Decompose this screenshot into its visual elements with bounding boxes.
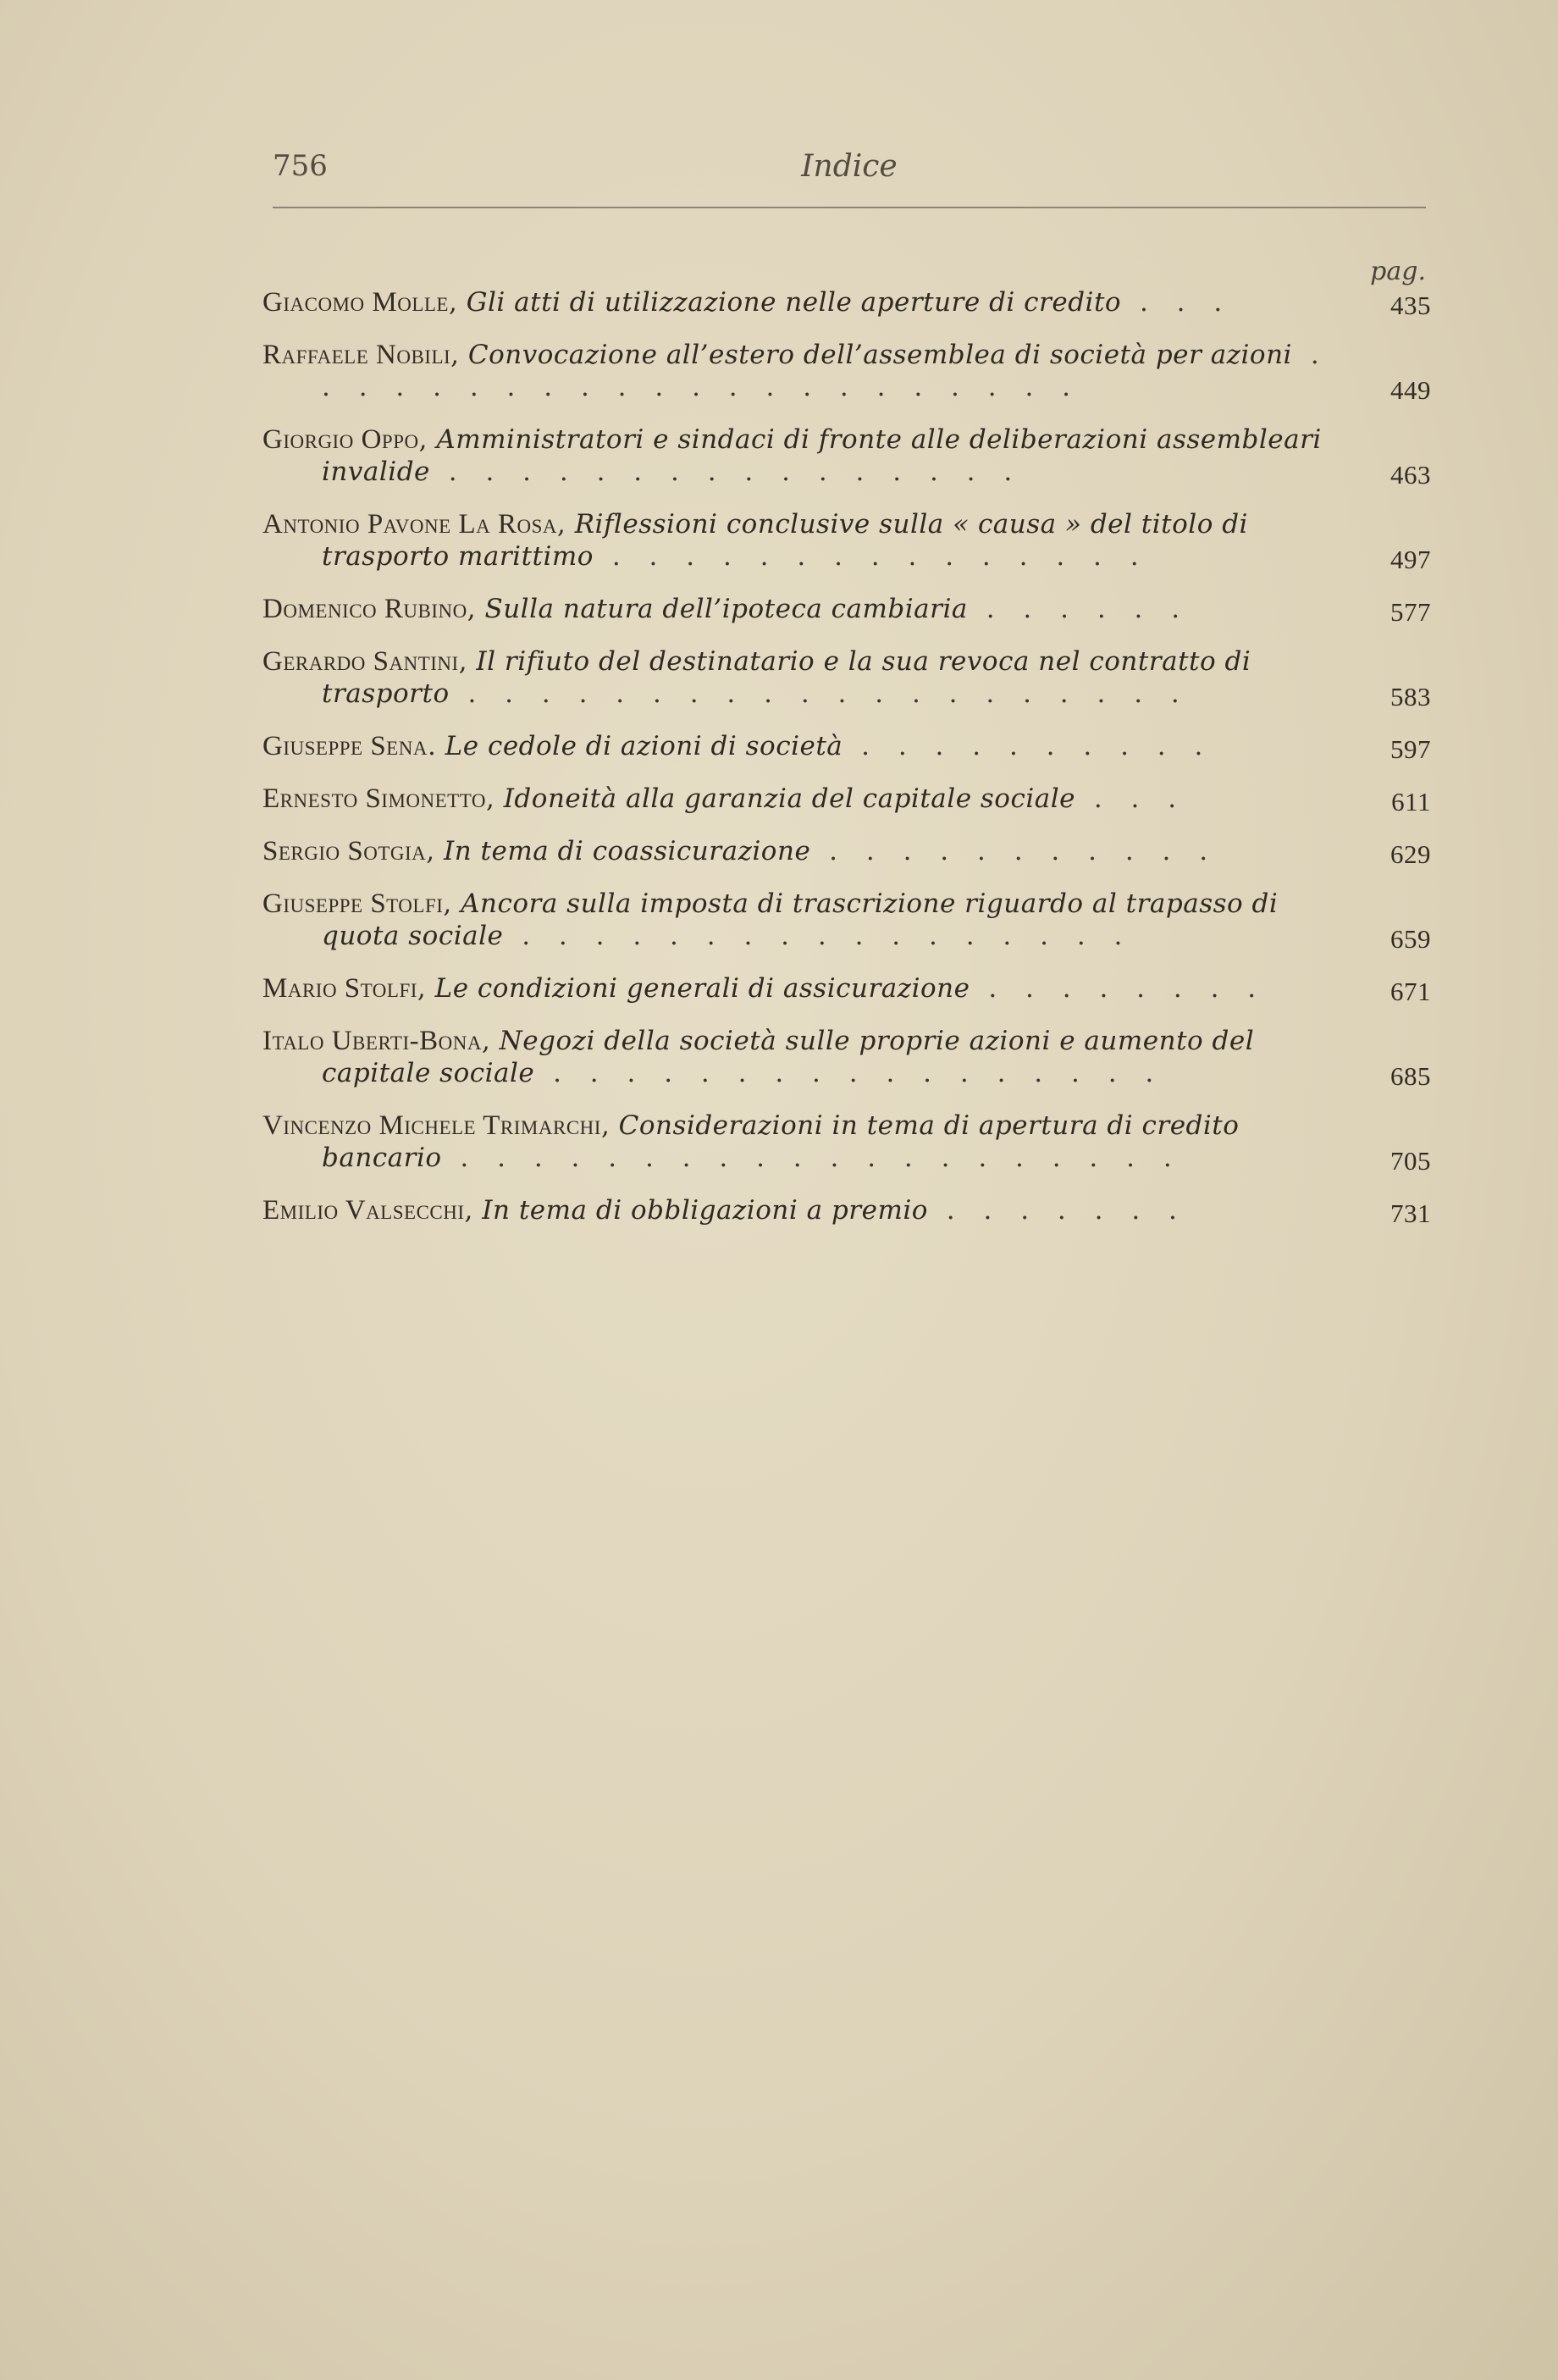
pag-column-label: pag. [1370, 257, 1426, 286]
entry-separator: . [427, 731, 445, 761]
entry-page-number: 435 [1390, 291, 1431, 320]
entry-separator: , [443, 888, 461, 919]
leader-dots: . . . . . . . . . . [843, 731, 1213, 761]
toc-entry [262, 1194, 1431, 1226]
toc-entry [262, 783, 1431, 815]
entry-separator: , [485, 783, 504, 814]
entry-separator: , [426, 836, 444, 866]
toc-entry [262, 1025, 1431, 1089]
entry-separator: , [448, 287, 467, 318]
entry-page-number: 583 [1390, 682, 1431, 711]
entry-page-number: 671 [1390, 977, 1431, 1006]
running-head [273, 149, 1426, 190]
entry-title: Riflessioni conclusive sulla « causa » del titolo di trasporto marittimo [322, 509, 1248, 572]
entry-page-number: 659 [1390, 924, 1431, 954]
toc-entry [262, 972, 1431, 1005]
entry-author: Domenico Rubino [262, 594, 467, 624]
leader-dots: . . . [1121, 287, 1233, 318]
entry-page-number: 629 [1390, 839, 1431, 869]
entry-separator: , [464, 1195, 483, 1226]
toc-entry [262, 286, 1431, 318]
toc-entry [262, 730, 1431, 762]
entry-page-number: 705 [1390, 1146, 1431, 1176]
toc-entry [262, 423, 1431, 488]
entry-page-number: 577 [1390, 597, 1431, 627]
toc-entry [262, 508, 1431, 573]
entry-title: Ancora sulla imposta di trascrizione riguardo al trapasso di quota sociale [322, 888, 1279, 951]
entry-separator: , [467, 594, 485, 624]
toc-entry [262, 888, 1431, 952]
running-head-title: Indice [801, 149, 898, 184]
entry-author: Antonio Pavone La Rosa [262, 509, 557, 540]
entry-title: Le condizioni generali di assicurazione [434, 973, 970, 1004]
entry-title: Amministratori e sindaci di fronte alle deliberazioni assembleari invalide [322, 424, 1322, 487]
leader-dots: . . . . . . . . . . . . . . . . . [534, 1058, 1164, 1088]
leader-dots: . . . . . . . . . . . [810, 836, 1218, 866]
leader-dots: . . . . . . . . . . . . . . . [593, 541, 1149, 572]
entry-author: Sergio Sotgia [262, 836, 427, 866]
leader-dots: . . . . . . . . . . . . . . . . . . . . [441, 1143, 1182, 1173]
entry-title: Gli atti di utilizzazione nelle aperture di credito [466, 287, 1122, 318]
entry-title: Convocazione all’estero dell’assemblea di società per azioni [467, 340, 1292, 370]
entry-author: Raffaele Nobili [262, 340, 451, 370]
entry-title: Considerazioni in tema di apertura di credito bancario [322, 1110, 1240, 1173]
entry-author: Italo Uberti-Bona [262, 1026, 482, 1056]
entry-author: Ernesto Simonetto [262, 783, 486, 814]
entry-page-number: 449 [1390, 375, 1431, 405]
entry-separator: , [556, 509, 575, 540]
entry-title: In tema di coassicurazione [443, 836, 811, 866]
entry-page-number: 611 [1391, 787, 1431, 816]
leader-dots: . . . . . . . . . . . . . . . . . . . . [449, 678, 1190, 709]
entry-author: Giorgio Oppo [262, 424, 419, 455]
table-of-contents [262, 257, 1431, 1247]
entry-page-number: 685 [1390, 1061, 1431, 1091]
entry-title: Le cedole di azioni di società [445, 731, 843, 761]
header-rule [273, 207, 1426, 208]
leader-dots: . . . . . . . [927, 1195, 1187, 1226]
page-number: 756 [273, 149, 328, 183]
toc-entry [262, 1110, 1431, 1174]
leader-dots: . . . [1075, 783, 1187, 814]
toc-entry [262, 339, 1431, 403]
leader-dots: . . . . . . . . . . . . . . . . [429, 457, 1023, 487]
entry-author: Gerardo Santini [262, 646, 459, 677]
entry-page-number: 597 [1390, 734, 1431, 764]
entry-separator: , [481, 1026, 500, 1056]
toc-entry [262, 835, 1431, 867]
entry-author: Giuseppe Stolfi [262, 888, 444, 919]
entry-author: Mario Stolfi [262, 973, 417, 1004]
leader-dots: . . . . . . . . [970, 973, 1267, 1004]
entry-author: Vincenzo Michele Trimarchi [262, 1110, 601, 1141]
entry-separator: , [417, 973, 435, 1004]
entry-page-number: 497 [1390, 545, 1431, 574]
entry-separator: , [418, 424, 437, 455]
entry-title: Idoneità alla garanzia del capitale sociale [503, 783, 1075, 814]
entry-title: Il rifiuto del destinatario e la sua revoca nel contratto di trasporto [322, 646, 1251, 709]
entry-page-number: 731 [1390, 1198, 1431, 1228]
entry-separator: , [450, 340, 468, 370]
leader-dots: . . . . . . . . . . . . . . . . . [503, 921, 1133, 951]
entry-author: Giacomo Molle [262, 287, 449, 318]
leader-dots: . . . . . . . . . . . . . . . . . . . . . . [322, 340, 1329, 402]
toc-entry [262, 593, 1431, 625]
entry-author: Emilio Valsecchi [262, 1195, 465, 1226]
leader-dots: . . . . . . [967, 594, 1191, 624]
entry-page-number: 463 [1390, 460, 1431, 490]
entry-title: In tema di obbligazioni a premio [482, 1195, 928, 1226]
entry-separator: , [600, 1110, 619, 1141]
entry-title: Negozi della società sulle proprie azioni e aumento del capitale sociale [322, 1026, 1255, 1088]
entry-title: Sulla natura dell’ipoteca cambiaria [484, 594, 968, 624]
entry-separator: , [458, 646, 477, 677]
toc-entry [262, 645, 1431, 710]
entry-author: Giuseppe Sena [262, 731, 428, 761]
